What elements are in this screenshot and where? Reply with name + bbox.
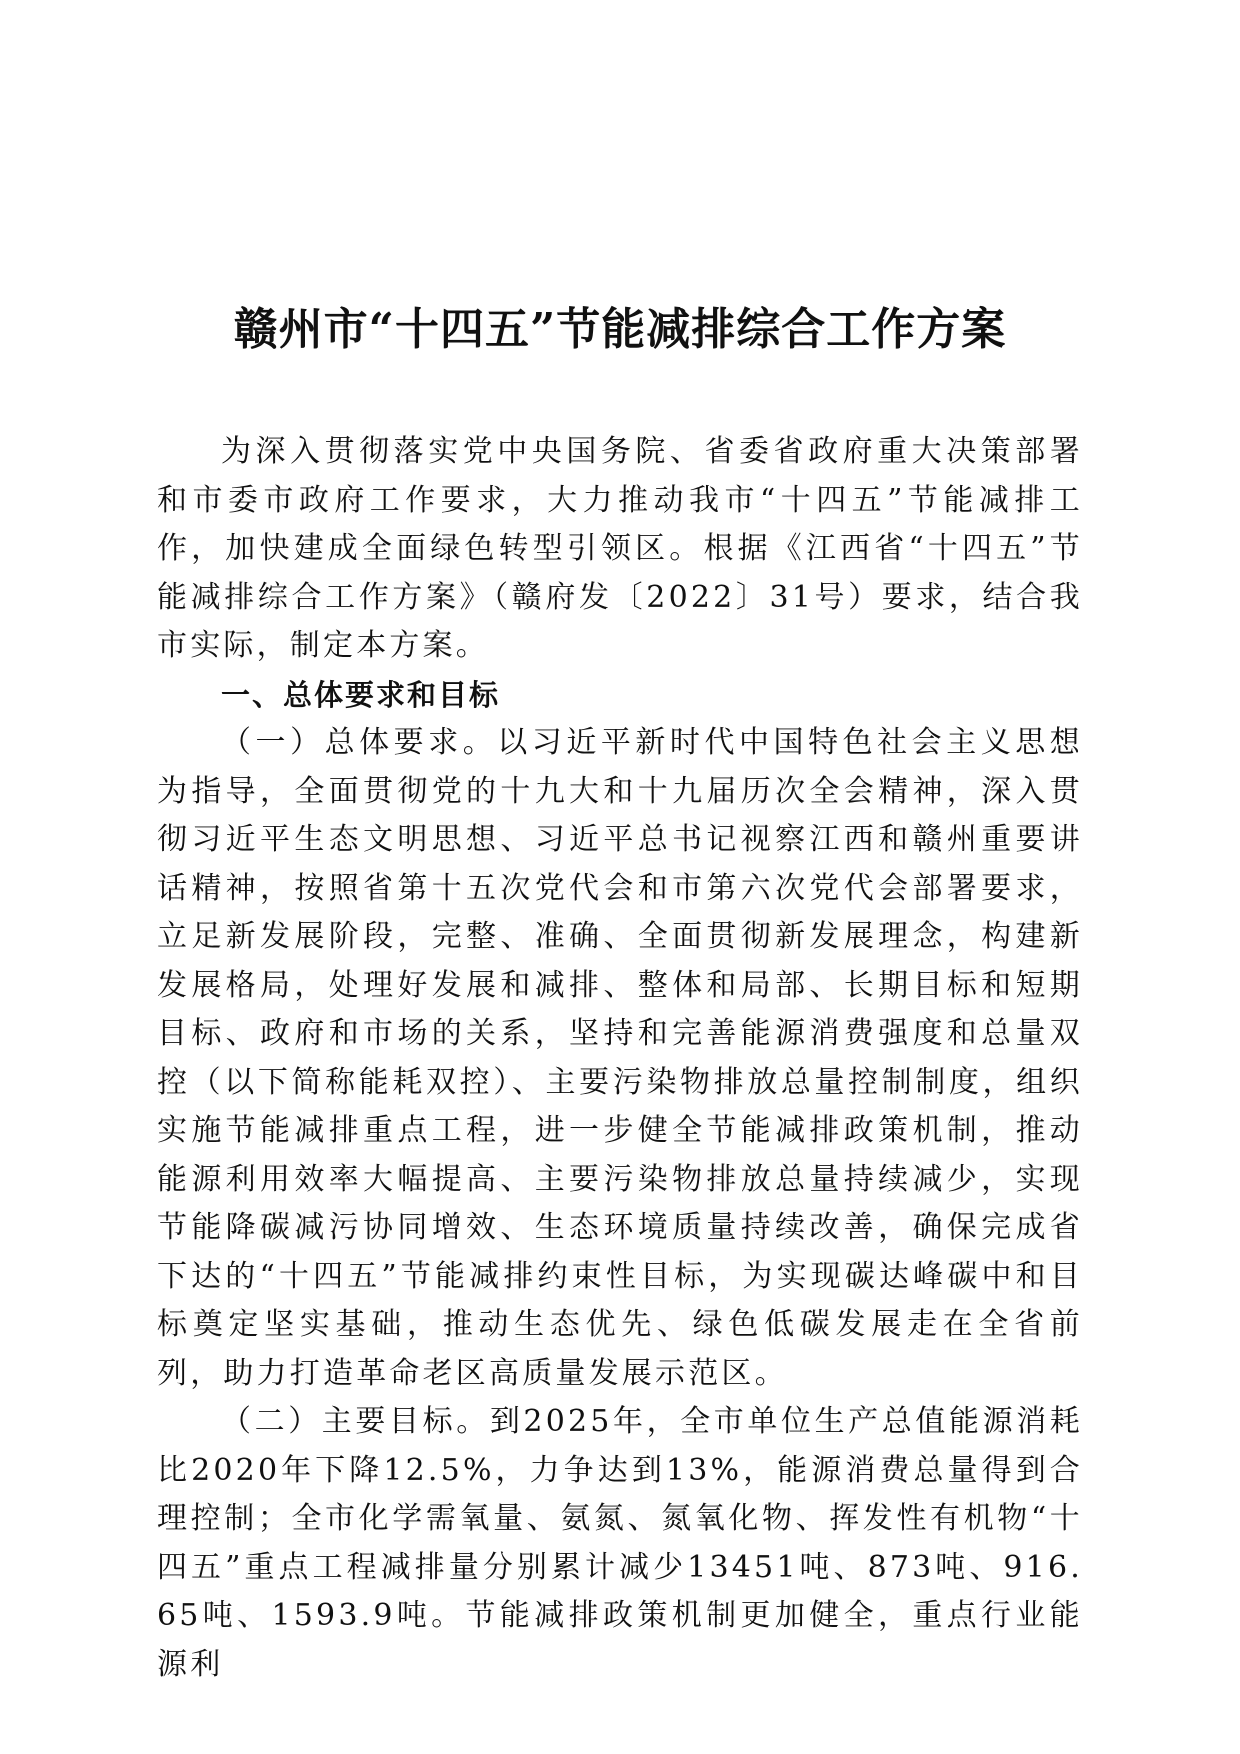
general-requirements-paragraph: （一）总体要求。以习近平新时代中国特色社会主义思想为指导，全面贯彻党的十九大和十九届历次全会精神，深入贯彻习近平生态文明思想、习近平总书记视察江西和赣州重要讲话精神，按照省第十五次党代会和市第六次党代会部署要求，立足新发展阶段，完整、准确、全面贯彻新发展理念，构建新发展格局，处理好发展和减排、整体和局部、长期目标和短期目标、政府和市场的关系，坚持和完善能源消费强度和总量双控（以下简称能耗双控）、主要污染物排放总量控制制度，组织实施节能减排重点工程，进一步健全节能减排政策机制，推动能源利用效率大幅提高、主要污染物排放总量持续减少，实现节能降碳减污协同增效、生态环境质量持续改善，确保完成省下达的“十四五”节能减排约束性目标，为实现碳达峰碳中和目标奠定坚实基础，推动生态优先、绿色低碳发展走在全省前列，助力打造革命老区高质量发展示范区。 xyxy=(157,725,1083,1391)
document-title: 赣州市“十四五”节能减排综合工作方案 xyxy=(233,304,1007,355)
document-body xyxy=(157,428,1083,1689)
main-targets-paragraph: （二）主要目标。到2025年，全市单位生产总值能源消耗比2020年下降12.5%，力争达到13%，能源消费总量得到合理控制；全市化学需氧量、氨氮、氮氧化物、挥发性有机物“十四五”重点工程减排量分别累计减少13451吨、873吨、916.65吨、1593.9吨。节能减排政策机制更加健全，重点行业能源利 xyxy=(157,1404,1083,1682)
section-heading: 一、总体要求和目标 xyxy=(221,677,501,712)
intro-paragraph: 为深入贯彻落实党中央国务院、省委省政府重大决策部署和市委市政府工作要求，大力推动我市“十四五”节能减排工作，加快建成全面绿色转型引领区。根据《江西省“十四五”节能减排综合工作方案》（赣府发〔2022〕31号）要求，结合我市实际，制定本方案。 xyxy=(157,434,1083,663)
